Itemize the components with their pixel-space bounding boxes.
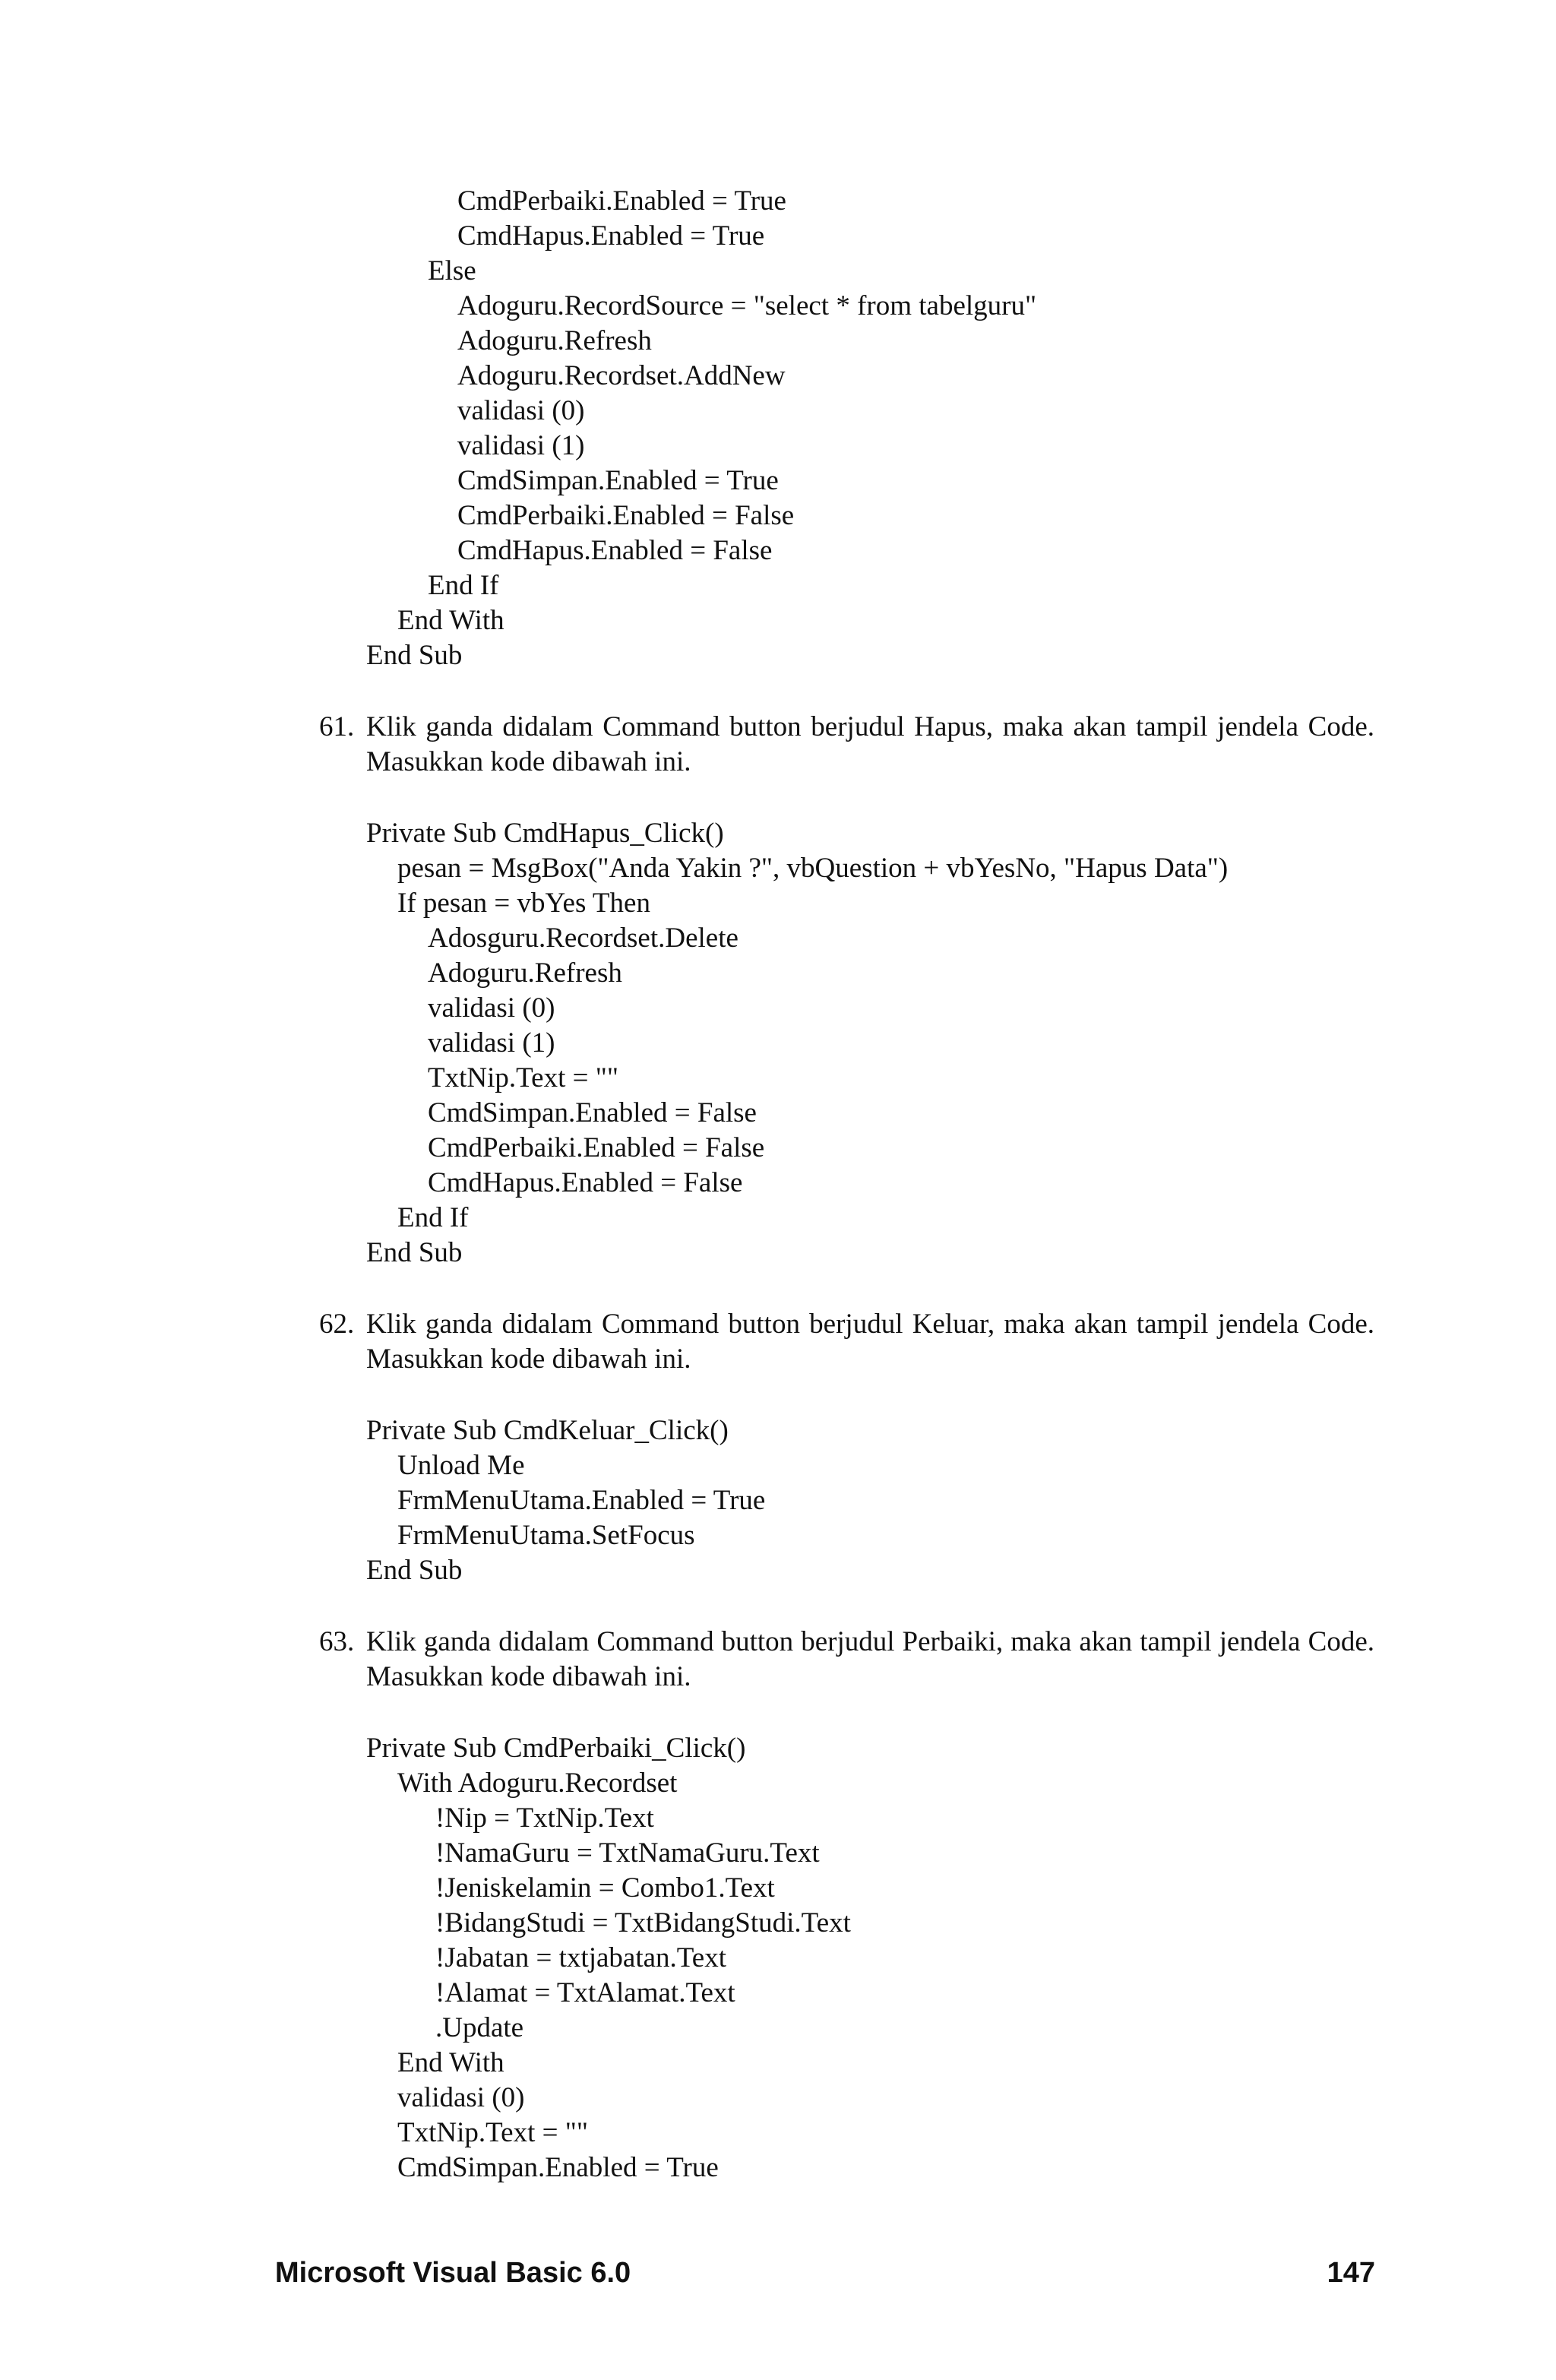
code-line: With Adoguru.Recordset [397,1768,678,1799]
code-line: validasi (0) [428,992,555,1024]
code-line: !Jeniskelamin = Combo1.Text [435,1872,775,1904]
code-line: Private Sub CmdKeluar_Click() [366,1415,729,1446]
code-line: End With [397,2047,504,2078]
code-line: !Alamat = TxtAlamat.Text [435,1977,735,2008]
code-line: TxtNip.Text = "" [428,1062,618,1093]
code-line: Else [428,255,476,286]
code-line: CmdHapus.Enabled = True [457,220,765,252]
code-line: End Sub [366,1555,463,1586]
code-line: End Sub [366,640,463,671]
code-line: CmdPerbaiki.Enabled = True [457,185,786,217]
code-line: CmdHapus.Enabled = False [457,535,773,566]
code-line: FrmMenuUtama.Enabled = True [397,1485,766,1516]
code-line: Private Sub CmdPerbaiki_Click() [366,1733,746,1764]
code-line: Adoguru.Recordset.AddNew [457,360,786,391]
code-line: .Update [435,2012,524,2043]
step-number: 61. [319,711,355,742]
code-line: Unload Me [397,1450,525,1481]
code-line: TxtNip.Text = "" [397,2117,588,2148]
code-line: End If [397,1202,469,1233]
code-line: CmdSimpan.Enabled = True [397,2152,719,2183]
code-line: !Jabatan = txtjabatan.Text [435,1942,726,1973]
code-line: CmdSimpan.Enabled = False [428,1097,757,1128]
code-line: !Nip = TxtNip.Text [435,1802,654,1834]
code-line: FrmMenuUtama.SetFocus [397,1520,695,1551]
step-number: 62. [319,1309,355,1340]
step-instruction: Klik ganda didalam Command button berjudul Keluar, maka akan tampil jendela Code. Masukkan kode dibawah ini. [366,1309,1374,1375]
code-line: Adoguru.Refresh [457,325,652,356]
code-line: Adoguru.RecordSource = "select * from tabelguru" [457,290,1037,321]
code-line: CmdPerbaiki.Enabled = False [428,1132,765,1163]
code-line: pesan = MsgBox("Anda Yakin ?", vbQuestion + vbYesNo, "Hapus Data") [397,853,1229,884]
footer-book-title: Microsoft Visual Basic 6.0 [275,2257,631,2289]
code-line: validasi (1) [428,1027,555,1059]
code-line: !BidangStudi = TxtBidangStudi.Text [435,1907,851,1938]
code-line: CmdPerbaiki.Enabled = False [457,500,795,531]
code-line: validasi (0) [457,395,585,426]
code-line: End With [397,605,504,636]
code-line: If pesan = vbYes Then [397,888,650,919]
code-line: CmdSimpan.Enabled = True [457,465,779,496]
code-line: Private Sub CmdHapus_Click() [366,818,724,849]
step-instruction: Klik ganda didalam Command button berjudul Hapus, maka akan tampil jendela Code. Masukkan kode dibawah ini. [366,711,1374,777]
step-number: 63. [319,1626,355,1657]
code-line: !NamaGuru = TxtNamaGuru.Text [435,1837,820,1869]
code-line: End Sub [366,1237,463,1268]
code-line: Adoguru.Refresh [428,957,622,989]
code-line: validasi (0) [397,2082,525,2113]
code-line: validasi (1) [457,430,585,461]
step-instruction: Klik ganda didalam Command button berjudul Perbaiki, maka akan tampil jendela Code. Masukkan kode dibawah ini. [366,1626,1374,1692]
footer-page-number: 147 [1327,2257,1375,2289]
code-line: End If [428,570,499,601]
code-line: Adosguru.Recordset.Delete [428,923,738,954]
code-line: CmdHapus.Enabled = False [428,1167,743,1198]
